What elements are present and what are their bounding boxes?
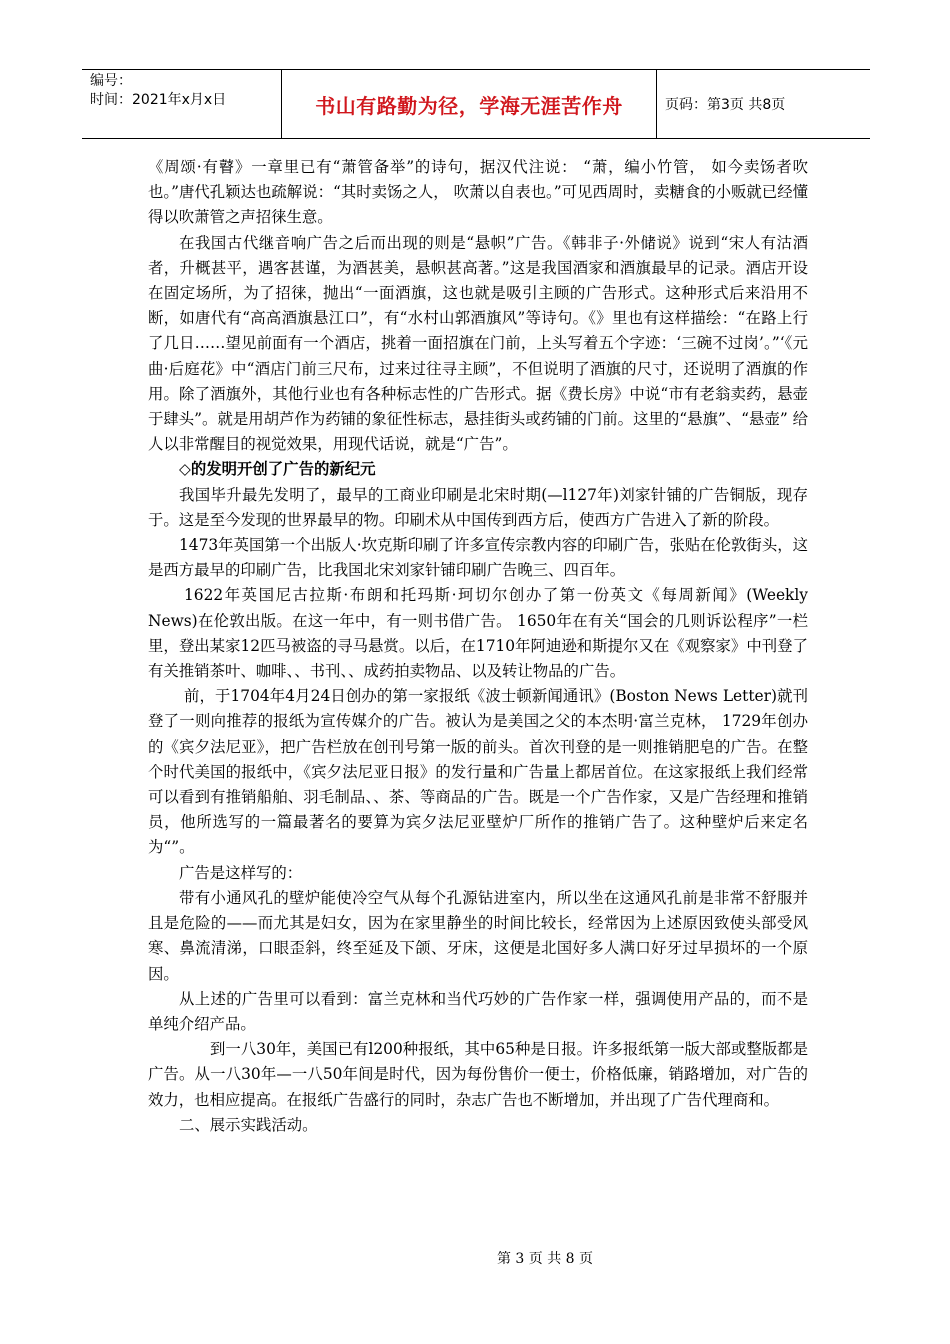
- header-page-label: 页码：第3页 共8页: [665, 97, 786, 113]
- page-footer: 第 3 页 共 8 页: [496, 1251, 594, 1267]
- paragraph: 前，于1704年4月24日创办的第一家报纸《波士顿新闻通讯》(Boston News Letter)就刊登了一则向推荐的报纸为宣传媒介的广告。被认为是美国之父的本杰明·富兰克林， 1729年创办的《宾夕法尼亚》，把广告栏放在创刊号第一版的前头。首次刊登的是一则推销肥皂的广告。在整个时代美国的报纸中，《宾夕法尼亚日报》的发行量和广告量上都居首位。在这家报纸上我们经常可以看到有推销船舶、羽毛制品、、茶、等商品的广告。既是一个广告作家，又是广告经理和推销员，他所选写的一篇最著名的要算为宾夕法尼亚壁炉厂所作的推销广告了。这种壁炉后来定名为“”。: [148, 687, 808, 857]
- paragraph: 在我国古代继音响广告之后而出现的则是“悬帜”广告。《韩非子·外储说》说到“宋人有沽酒者，升概甚平，遇客甚谨，为酒甚美，悬帜甚高著。”这是我国酒家和酒旗最早的记录。酒店开设在固定场所，为了招徕，抛出“一面酒旗，这也就是吸引主顾的广告形式。这种形式后来沿用不断，如唐代有“高高酒旗悬江口”，有“水村山郭酒旗风”等诗句。《》里也有这样描绘：“在路上行了几日……望见前面有一个酒店，挑着一面招旗在门前，上头写着五个字迹：‘三碗不过岗’。”‘《元曲·后庭花》中“酒店门前三尺布，过来过往寻主顾”，不但说明了酒旗的尺寸，还说明了酒旗的作用。除了酒旗外，其他行业也有各种标志性的广告形式。据《费长房》中说“市有老翁卖药，悬壶于肆头”。就是用胡芦作为药铺的象征性标志，悬挂街头或药铺的门前。这里的“悬旗”、“悬壶” 给人以非常醒目的视觉效果，用现代话说，就是“广告”。: [148, 233, 808, 454]
- paragraph: 广告是这样写的：: [179, 863, 303, 882]
- paragraph: 二、展示实践活动。: [179, 1115, 318, 1134]
- paragraph: 我国毕升最先发明了，最早的工商业印刷是北宋时期(—l127年)刘家针铺的广告铜版，现存于。这是至今发现的世界最早的物。印刷术从中国传到西方后，使西方广告进入了新的阶段。: [148, 485, 808, 529]
- document-body: [148, 155, 808, 1138]
- page-header: [82, 69, 870, 139]
- document-time-label: 时间：2021年x月x日: [90, 92, 227, 108]
- paragraph: 《周颂·有瞽》一章里已有“萧管备举”的诗句，据汉代注说： “萧，编小竹管， 如今卖饧者吹也。”唐代孔颖达也疏解说：“其时卖饧之人， 吹萧以自表也。”可见西周时，卖糖食的小贩就已经懂得以吹萧管之声招徕生意。: [148, 158, 808, 227]
- paragraph: 从上述的广告里可以看到：富兰克林和当代巧妙的广告作家一样，强调使用产品的，而不是单纯介绍产品。: [148, 989, 808, 1033]
- paragraph: 1622年英国尼古拉斯·布朗和托玛斯·珂切尔创办了第一份英文《每周新闻》(Weekly News)在伦敦出版。在这一年中，有一则书借广告。 1650年在有关“国会的几则诉讼程序”一栏里，登出某家12匹马被盗的寻马悬赏。以后，在1710年阿迪逊和斯提尔又在《观察家》中刊登了有关推销茶叶、咖啡、、书刊、、成药拍卖物品、以及转让物品的广告。: [148, 586, 808, 681]
- header-motto: 书山有路勤为径，学海无涯苦作舟: [282, 70, 657, 138]
- paragraph: 1473年英国第一个出版人·坎克斯印刷了许多宣传宗教内容的印刷广告，张贴在伦敦街头，这是西方最早的印刷广告，比我国北宋刘家针铺印刷广告晚三、四百年。: [148, 536, 808, 580]
- document-number-label: 编号：: [90, 73, 132, 89]
- section-heading: ◇的发明开创了广告的新纪元: [179, 460, 376, 479]
- paragraph: 带有小通风孔的壁炉能使冷空气从每个孔源钻进室内，所以坐在这通风孔前是非常不舒服并且是危险的——而尤其是妇女，因为在家里静坐的时间比较长，经常因为上述原因致使头部受风寒、鼻流清涕，口眼歪斜，终至延及下颌、牙床，这便是北国好多人满口好牙过早损坏的一个原因。: [148, 888, 808, 983]
- header-meta: [82, 70, 282, 138]
- paragraph: 到一八30年，美国已有l200种报纸，其中65种是日报。许多报纸第一版大部或整版都是广告。从一八30年—一八50年间是时代，因为每份售价一便士，价格低廉，销路增加，对广告的效力，也相应提高。在报纸广告盛行的同时，杂志广告也不断增加，并出现了广告代理商和。: [148, 1040, 808, 1109]
